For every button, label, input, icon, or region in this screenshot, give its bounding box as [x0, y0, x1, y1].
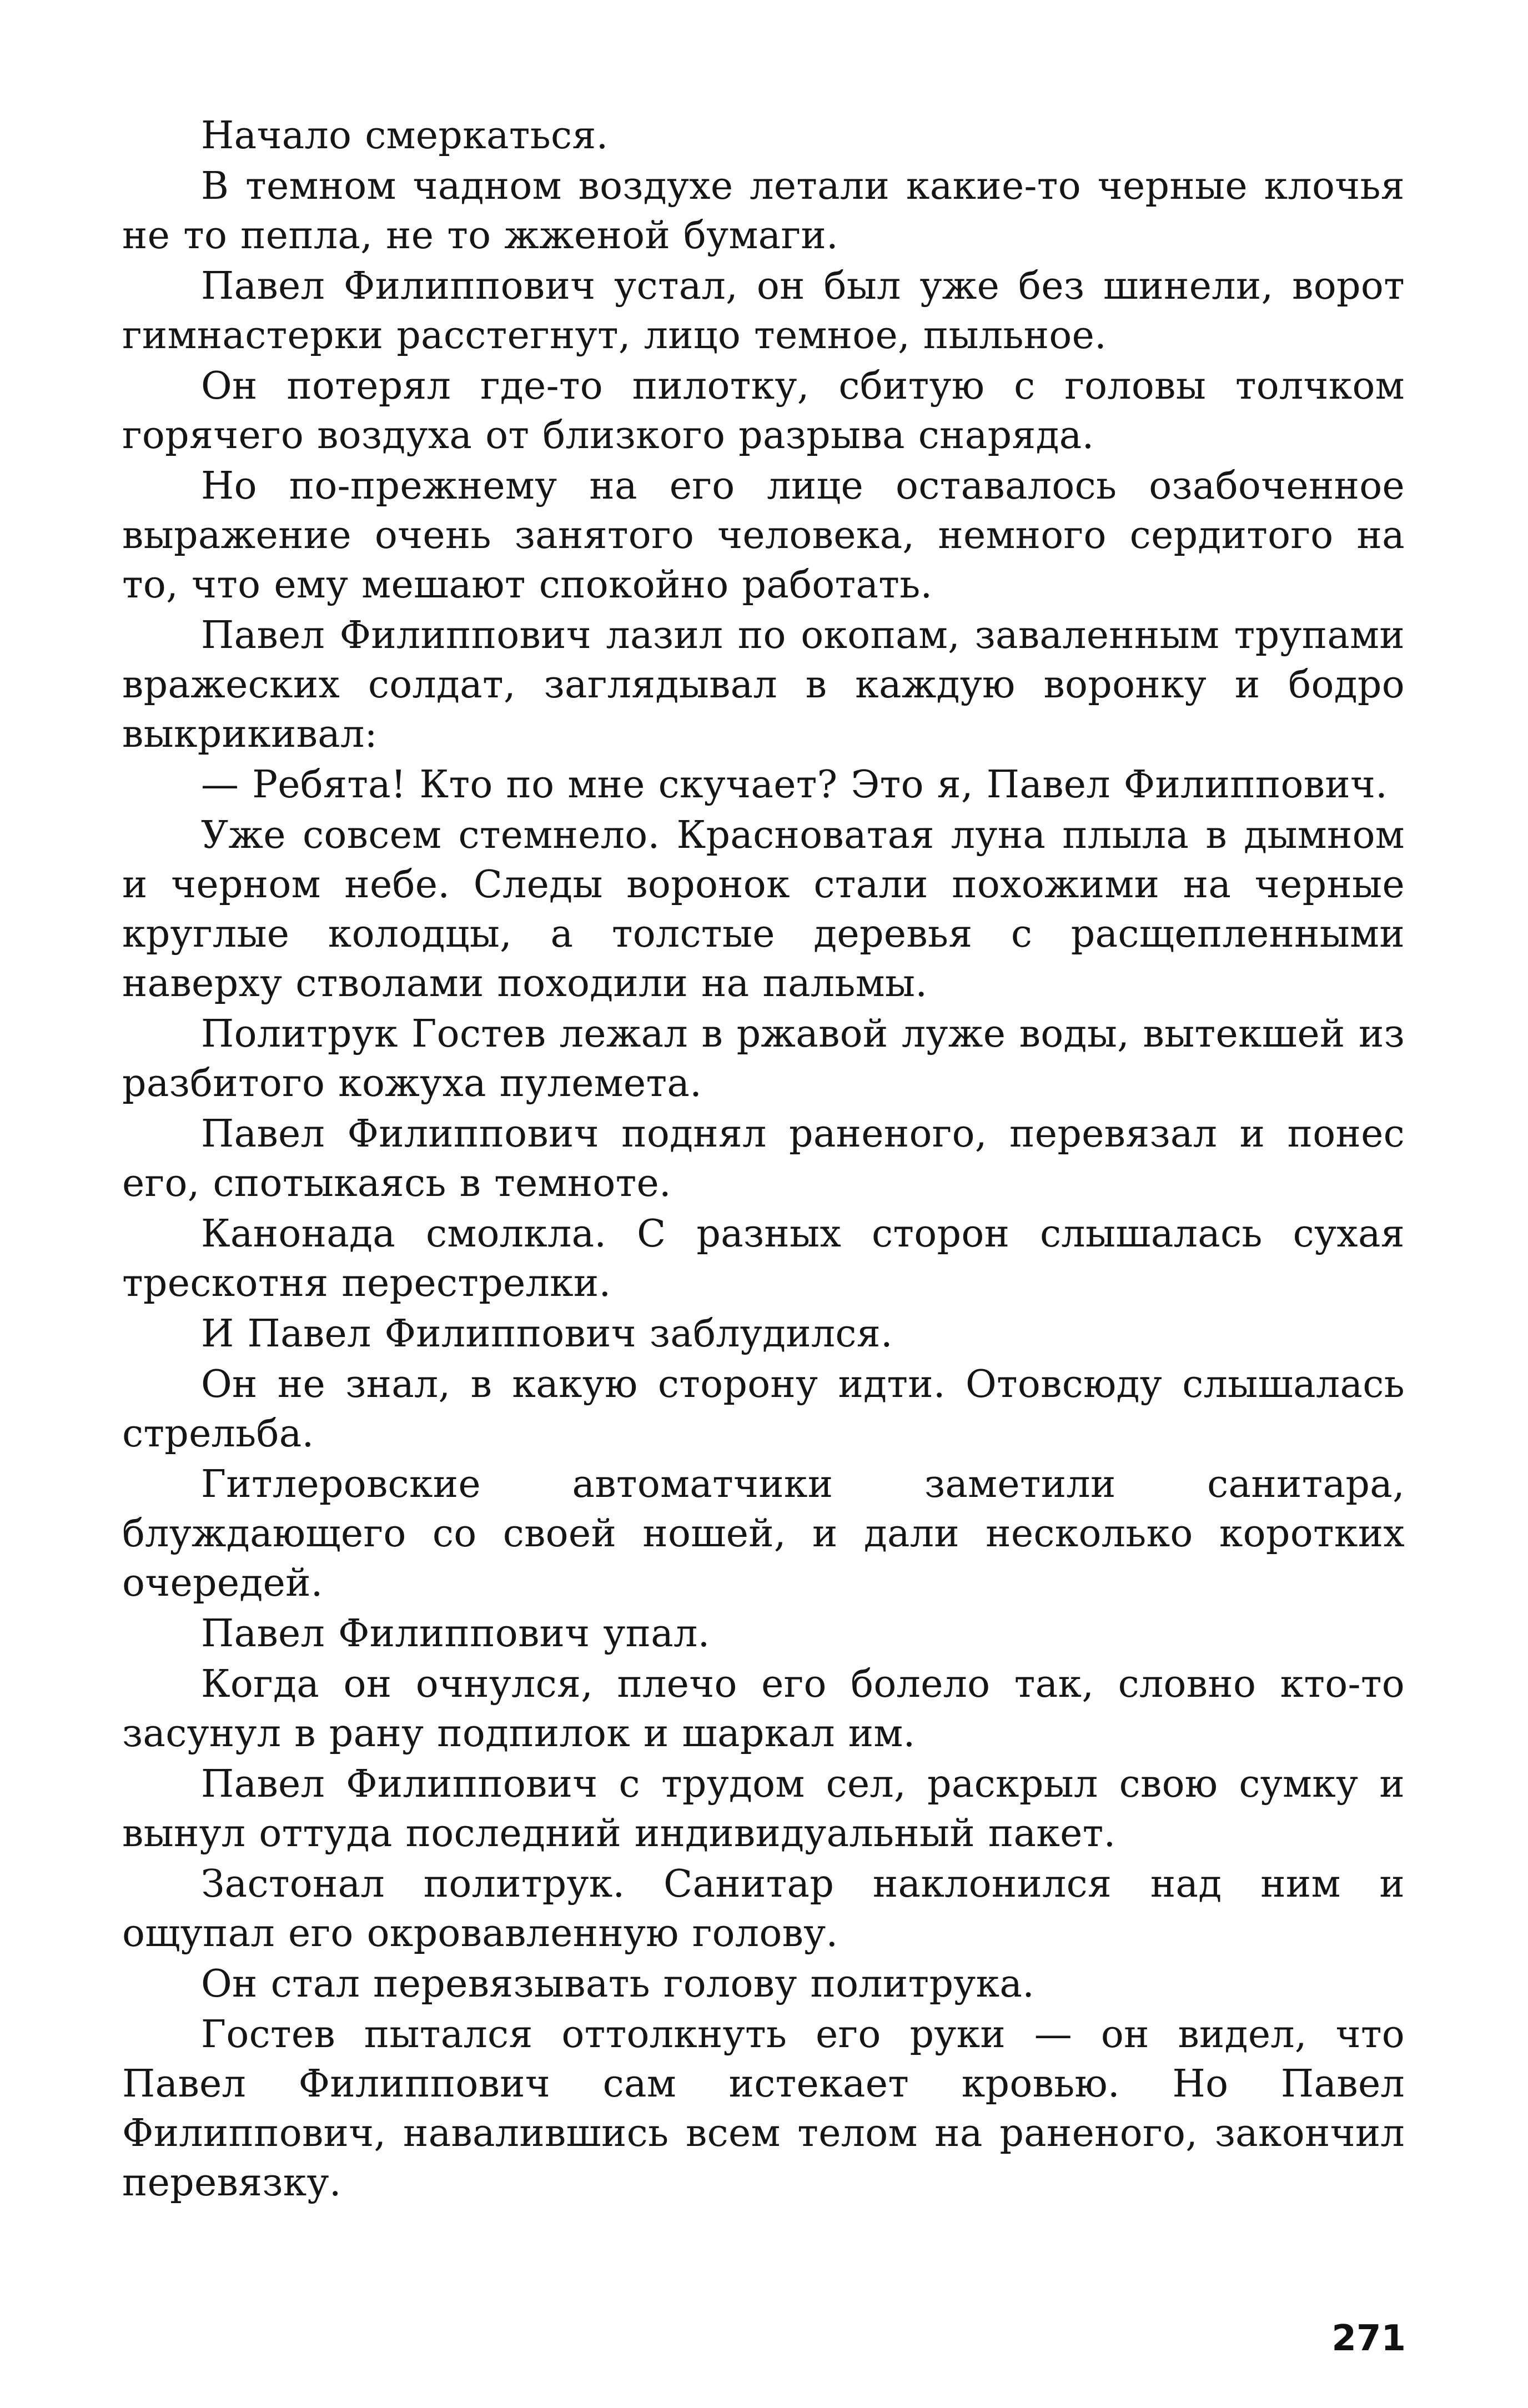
- dialogue-line: — Ребята! Кто по мне скучает? Это я, Павел Филиппович.: [201, 763, 1388, 807]
- paragraph: Политрук Гостев лежал в ржавой луже воды, вытекшей из разбитого кожуха пулемета.: [122, 1012, 1405, 1105]
- paragraph: Когда он очнулся, плечо его болело так, словно кто-то засунул в рану подпилок и шаркал им.: [122, 1662, 1405, 1756]
- paragraph: Он стал перевязывать голову политрука.: [201, 1962, 1035, 2006]
- paragraph: Гостев пытался оттолкнуть его руки — он видел, что Павел Филиппович сам истекает кровью. Но Павел Филиппович, навалившись всем телом на раненого, закончил перевязку.: [122, 2013, 1405, 2205]
- paragraph: Павел Филиппович лазил по окопам, заваленным трупами вражеских солдат, заглядывал в каждую воронку и бодро выкрикивал:: [122, 614, 1405, 756]
- paragraph: Павел Филиппович поднял раненого, перевязал и понес его, спотыкаясь в темноте.: [122, 1112, 1405, 1205]
- paragraph: В темном чадном воздухе летали какие-то черные клочья не то пепла, не то жженой бумаги.: [122, 164, 1405, 258]
- paragraph: Павел Филиппович упал.: [201, 1612, 710, 1656]
- paragraph: Начало смеркаться.: [201, 114, 609, 158]
- paragraph: Он потерял где-то пилотку, сбитую с головы толчком горячего воздуха от близкого разрыва снаряда.: [122, 364, 1405, 458]
- paragraph: И Павел Филиппович заблудился.: [201, 1312, 893, 1356]
- paragraph: Гитлеровские автоматчики заметили санитара, блуждающего со своей ношей, и дали несколько коротких очередей.: [122, 1462, 1405, 1605]
- paragraph: Канонада смолкла. С разных сторон слышалась сухая трескотня перестрелки.: [122, 1212, 1405, 1305]
- page-number: 271: [1331, 2318, 1406, 2359]
- paragraph: Уже совсем стемнело. Красноватая луна плыла в дымном и черном небе. Следы воронок стали похожими на черные круглые колодцы, а толстые деревья с расщепленными наверху стволами походили на пальмы.: [122, 813, 1405, 1006]
- paragraph: Павел Филиппович с трудом сел, раскрыл свою сумку и вынул оттуда последний индивидуальный пакет.: [122, 1762, 1405, 1856]
- paragraph: Но по-прежнему на его лице оставалось озабоченное выражение очень занятого человека, немного сердитого на то, что ему мешают спокойно работать.: [122, 464, 1405, 607]
- paragraph: Он не знал, в какую сторону идти. Отовсюду слышалась стрельба.: [122, 1363, 1405, 1456]
- paragraph: Застонал политрук. Санитар наклонился над ним и ощупал его окровавленную голову.: [122, 1862, 1405, 1955]
- paragraph: Павел Филиппович устал, он был уже без шинели, ворот гимнастерки расстегнут, лицо темное, пыльное.: [122, 264, 1405, 358]
- page-text: [122, 111, 1405, 2209]
